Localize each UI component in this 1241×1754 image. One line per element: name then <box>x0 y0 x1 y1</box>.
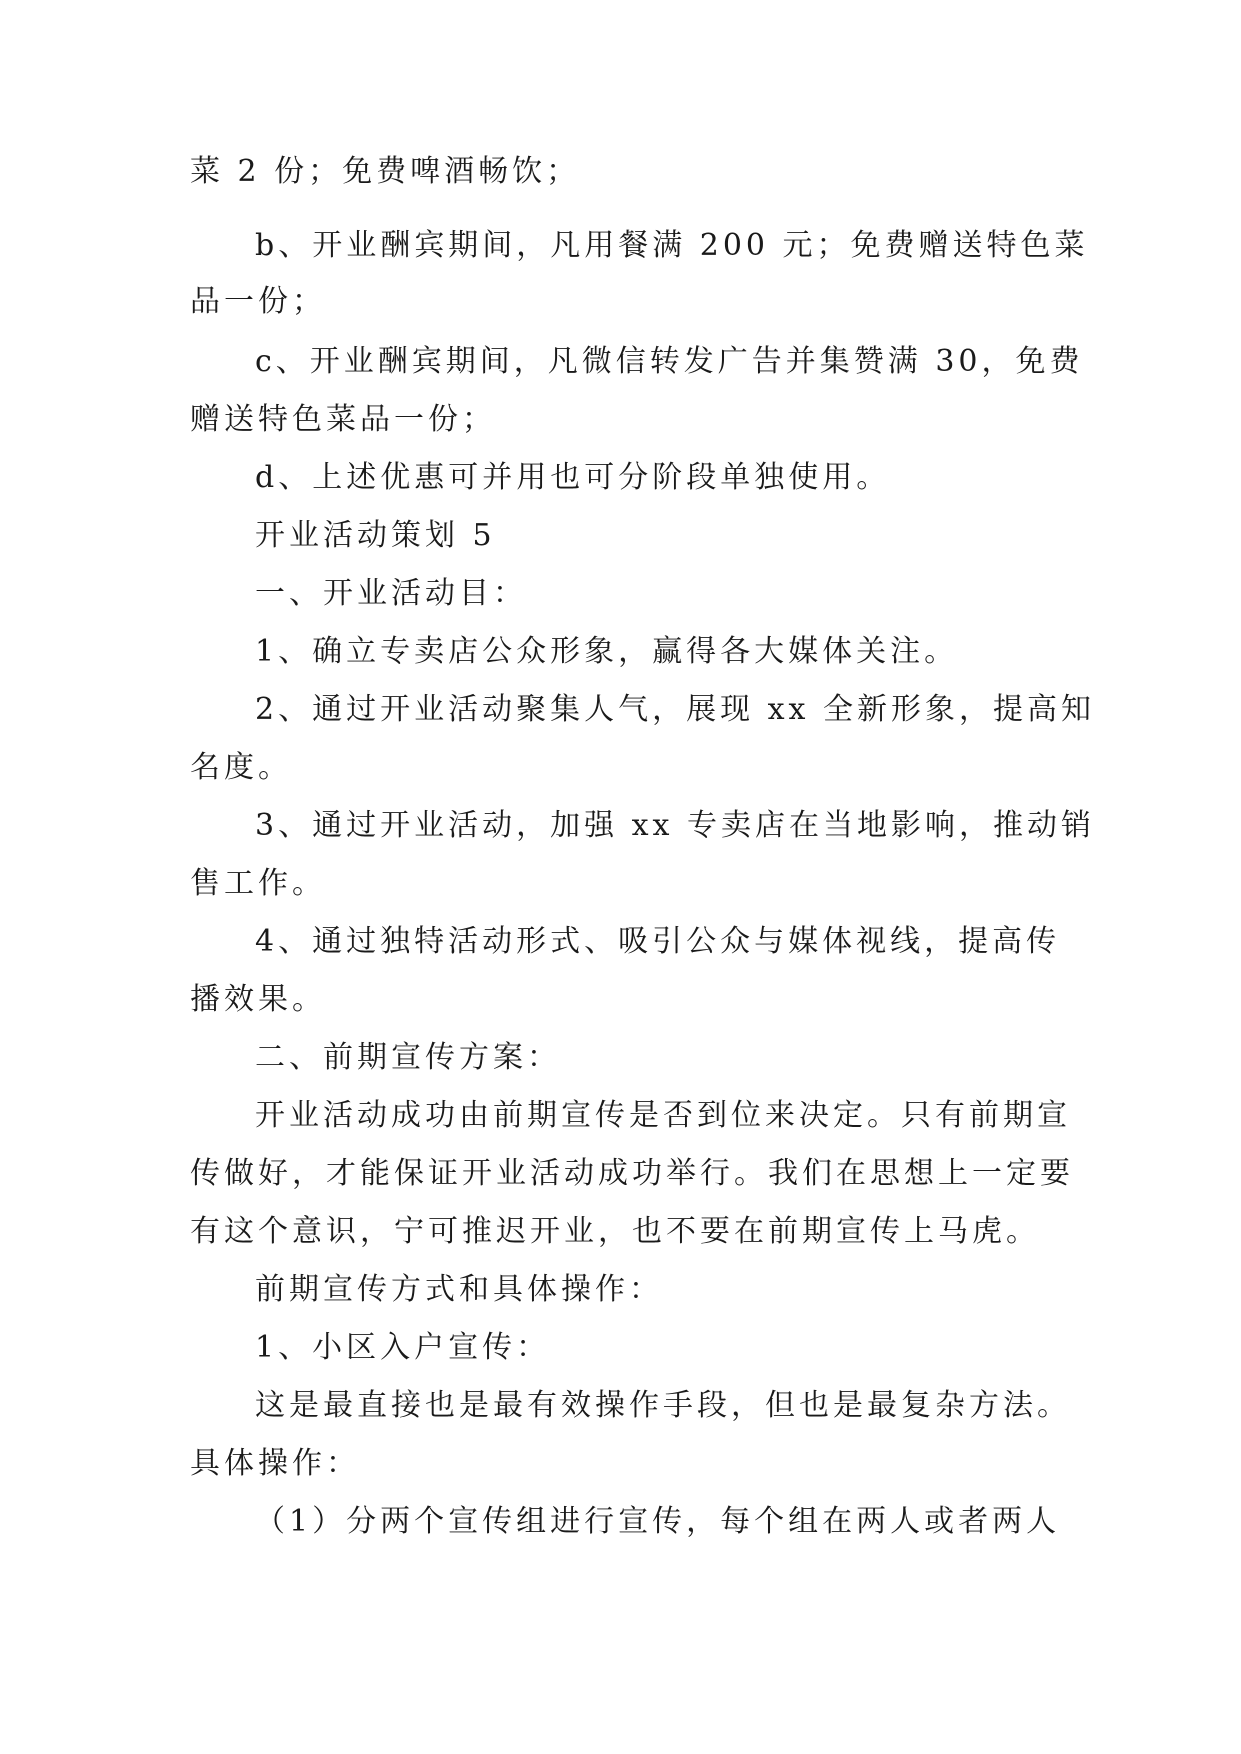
text-line: 这是最直接也是最有效操作手段，但也是最复杂方法。 <box>255 1388 1071 1423</box>
text-line: 具体操作： <box>190 1446 360 1481</box>
text-line: c、开业酬宾期间，凡微信转发广告并集赞满 30，免费 <box>255 344 1084 379</box>
text-line: 名度。 <box>190 750 292 785</box>
text-line: 播效果。 <box>190 982 326 1017</box>
text-line: 4、通过独特活动形式、吸引公众与媒体视线，提高传 <box>255 924 1061 959</box>
text-line: d、上述优惠可并用也可分阶段单独使用。 <box>255 460 891 495</box>
text-line: 2、通过开业活动聚集人气，展现 xx 全新形象，提高知 <box>255 692 1095 727</box>
text-line: 赠送特色菜品一份； <box>190 402 496 437</box>
text-line: 1、确立专卖店公众形象，赢得各大媒体关注。 <box>255 634 959 669</box>
text-line: 传做好，才能保证开业活动成功举行。我们在思想上一定要 <box>190 1156 1074 1191</box>
section-heading: 开业活动策划 5 <box>255 518 496 553</box>
text-line: 菜 2 份；免费啤酒畅饮； <box>190 154 581 189</box>
text-line: 前期宣传方式和具体操作： <box>255 1272 663 1307</box>
text-line: 开业活动成功由前期宣传是否到位来决定。只有前期宣 <box>255 1098 1071 1133</box>
text-line: （1）分两个宣传组进行宣传，每个组在两人或者两人 <box>255 1504 1061 1539</box>
section-heading: 二、前期宣传方案： <box>255 1040 561 1075</box>
text-line: 有这个意识，宁可推迟开业，也不要在前期宣传上马虎。 <box>190 1214 1040 1249</box>
text-line: 品一份； <box>190 284 326 319</box>
text-line: 3、通过开业活动，加强 xx 专卖店在当地影响，推动销 <box>255 808 1095 843</box>
text-line: 1、小区入户宣传： <box>255 1330 551 1365</box>
section-heading: 一、开业活动目： <box>255 576 527 611</box>
text-line: 售工作。 <box>190 866 326 901</box>
text-line: b、开业酬宾期间，凡用餐满 200 元；免费赠送特色菜 <box>255 228 1089 263</box>
